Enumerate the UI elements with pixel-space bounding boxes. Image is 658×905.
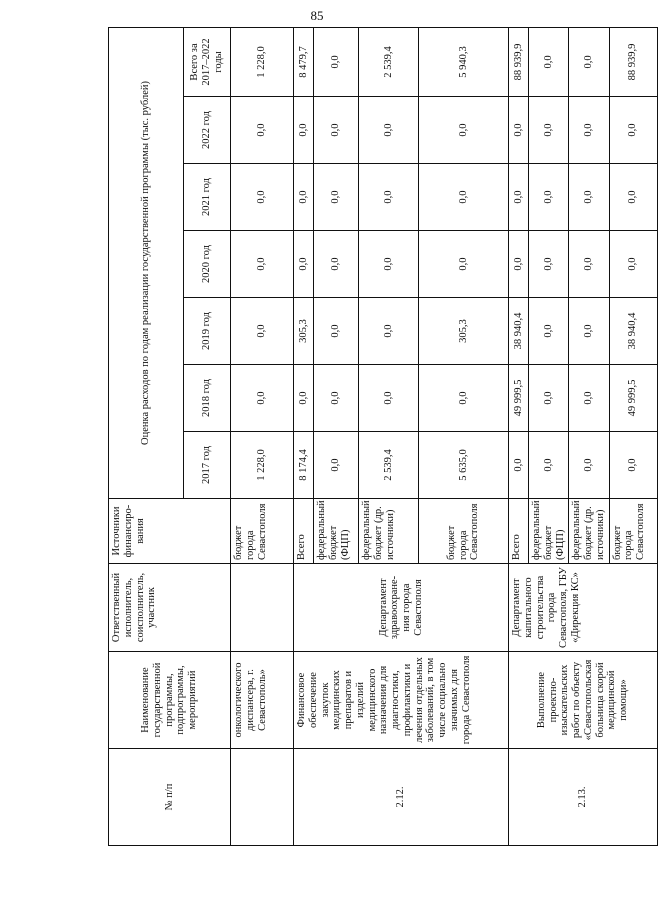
value-cell: 2 539,4 [359,432,419,499]
value-cell: 0,0 [609,432,657,499]
value-cell: 0,0 [359,365,419,432]
value-cell: 0,0 [509,164,529,231]
value-cell: 0,0 [314,164,359,231]
header-executor: Ответственный исполнитель, соисполнитель, участник [109,564,231,652]
value-cell: 0,0 [231,97,294,164]
table-row [231,27,294,845]
row-name: Финансовое обеспечение закупок медицинских препаратов и изделий медицинского назначения для диагностики, профилактики и лечения отдельных заболеваний, в том числе социально значимых для города Севастополя [294,652,509,749]
value-cell: 0,0 [529,432,569,499]
value-cell: 0,0 [294,365,314,432]
value-cell: 0,0 [529,365,569,432]
value-cell: 0,0 [294,97,314,164]
header-year: 2018 год [184,365,231,432]
row-source: Всего [294,499,314,564]
value-cell: 0,0 [509,97,529,164]
row-source: федеральный бюджет (ФЦП) [314,499,359,564]
row-source: федеральный бюджет (ФЦП) [529,499,569,564]
value-cell: 0,0 [609,97,657,164]
row-executor: Департамент здравоохране- ния города Севастополя [294,564,509,652]
header-num: № п/п [109,749,231,846]
value-cell: 0,0 [231,298,294,365]
value-cell: 0,0 [569,164,609,231]
row-source: Всего [509,499,529,564]
value-cell: 0,0 [529,298,569,365]
page-number: 85 [310,8,324,23]
value-cell: 8 479,7 [294,27,314,96]
value-cell: 0,0 [419,231,509,298]
value-cell: 5 635,0 [419,432,509,499]
value-cell: 305,3 [419,298,509,365]
value-cell: 0,0 [294,231,314,298]
header-source: Источники финансиро- вания [109,499,231,564]
row-source: бюджет города Севастополя [609,499,657,564]
row-num: 2.13. [509,749,658,846]
value-cell: 0,0 [609,231,657,298]
value-cell: 0,0 [529,27,569,96]
header-row-1 [109,27,184,845]
row-source: федеральный бюджет (др. источники) [359,499,419,564]
header-year: 2020 год [184,231,231,298]
row-executor: Департамент капитального строительства города Севастополя, ГБУ «Дирекция КС» [509,564,658,652]
row-executor [231,564,294,652]
header-year: 2019 год [184,298,231,365]
value-cell: 305,3 [294,298,314,365]
value-cell: 1 228,0 [231,432,294,499]
row-name: Выполнение проектно- изыскательских работ по объекту «Севастопольская больница скорой медицинской помощи» [509,652,658,749]
value-cell: 8 174,4 [294,432,314,499]
header-year: 2017 год [184,432,231,499]
row-source: бюджет города Севастополя [419,499,509,564]
value-cell: 0,0 [359,231,419,298]
value-cell: 88 939,9 [509,27,529,96]
row-source: федеральный бюджет (др. источники) [569,499,609,564]
value-cell: 0,0 [359,164,419,231]
value-cell: 49 999,5 [509,365,529,432]
row-name: онкологического диспансера, г. Севастополь» [231,652,294,749]
value-cell: 0,0 [231,164,294,231]
value-cell: 5 940,3 [419,27,509,96]
value-cell: 0,0 [569,432,609,499]
value-cell: 88 939,9 [609,27,657,96]
value-cell: 0,0 [314,231,359,298]
value-cell: 0,0 [569,365,609,432]
value-cell: 0,0 [569,231,609,298]
value-cell: 0,0 [569,298,609,365]
value-cell: 0,0 [314,97,359,164]
value-cell: 0,0 [314,365,359,432]
value-cell: 0,0 [294,164,314,231]
value-cell: 0,0 [359,298,419,365]
value-cell: 0,0 [509,432,529,499]
row-source: бюджет города Севастополя [231,499,294,564]
table-frame [108,28,646,846]
value-cell: 0,0 [231,231,294,298]
header-year: 2021 год [184,164,231,231]
table-row [509,27,529,845]
value-cell: 0,0 [609,164,657,231]
value-cell: 0,0 [569,97,609,164]
header-total: Всего за 2017–2022 годы [184,27,231,96]
value-cell: 0,0 [419,365,509,432]
header-estimate-title: Оценка расходов по годам реализации государственной программы (тыс. рублей) [109,27,184,498]
row-num: 2.12. [294,749,509,846]
value-cell: 0,0 [529,164,569,231]
value-cell: 0,0 [314,27,359,96]
value-cell: 2 539,4 [359,27,419,96]
table-row [294,27,314,845]
value-cell: 0,0 [569,27,609,96]
value-cell: 38 940,4 [509,298,529,365]
row-num [231,749,294,846]
value-cell: 0,0 [509,231,529,298]
value-cell: 0,0 [529,97,569,164]
value-cell: 0,0 [231,365,294,432]
value-cell: 0,0 [419,97,509,164]
header-year: 2022 год [184,97,231,164]
value-cell: 0,0 [419,164,509,231]
header-name: Наименование государственной программы, подпрограммы, мероприятий [109,652,231,749]
rotated-table-container [108,28,646,846]
value-cell: 0,0 [314,298,359,365]
value-cell: 1 228,0 [231,27,294,96]
value-cell: 38 940,4 [609,298,657,365]
value-cell: 49 999,5 [609,365,657,432]
value-cell: 0,0 [529,231,569,298]
budget-table [108,27,658,846]
value-cell: 0,0 [314,432,359,499]
value-cell: 0,0 [359,97,419,164]
